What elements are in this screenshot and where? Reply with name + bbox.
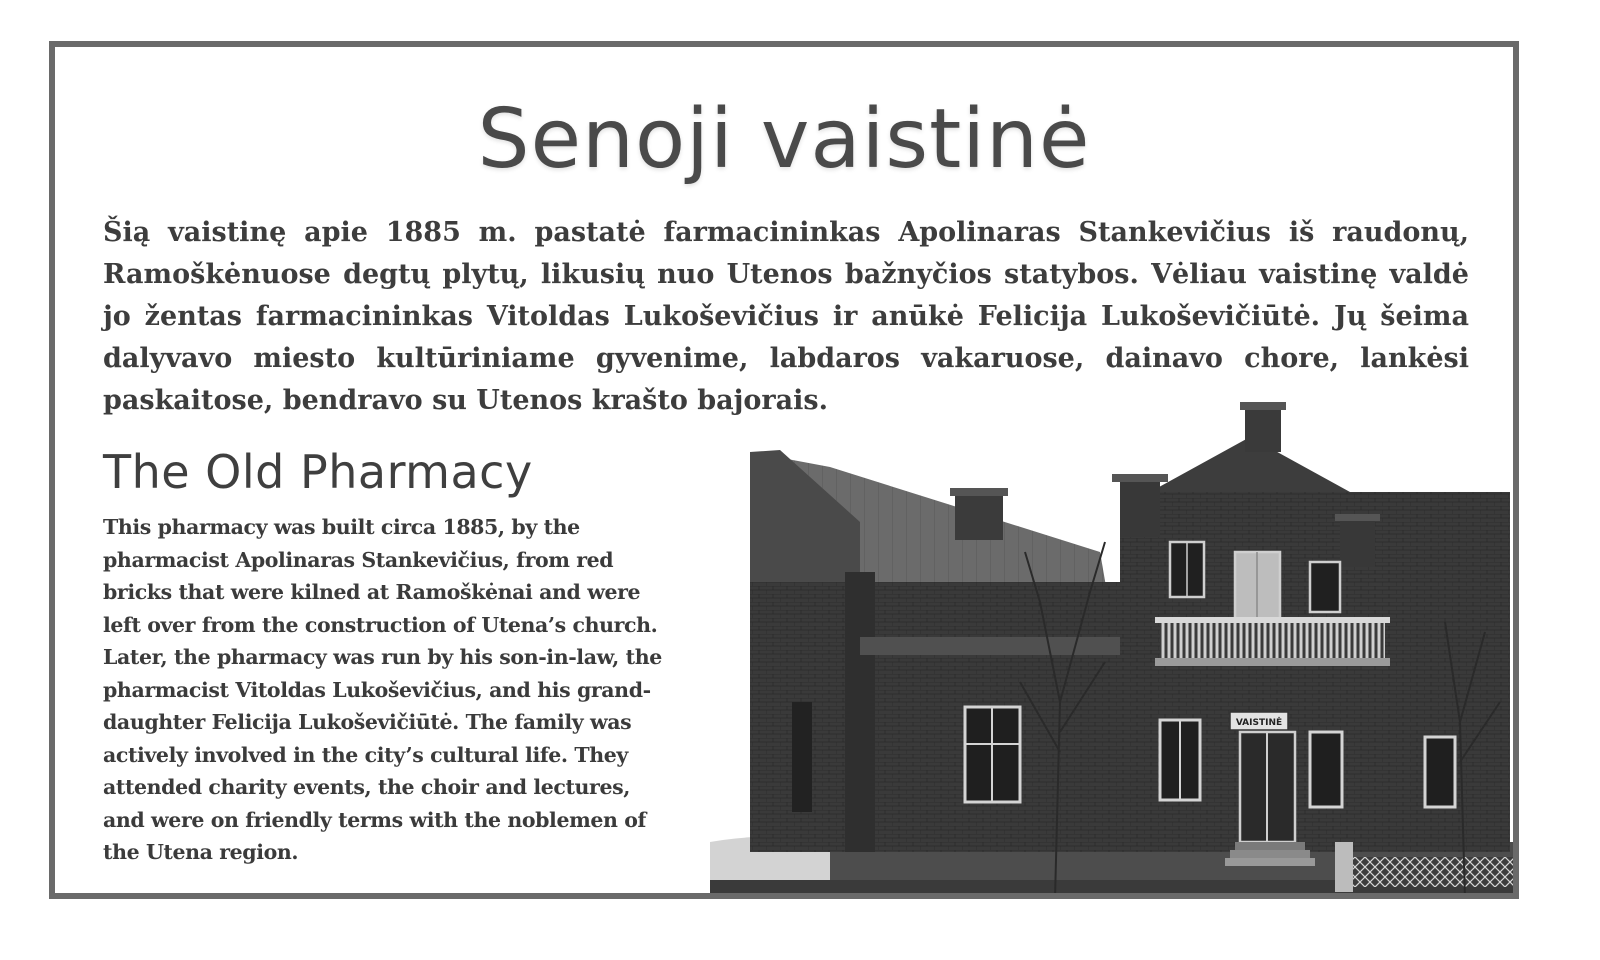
sign-title: Senoji vaistinė — [477, 92, 1091, 187]
english-line: daughter Felicija Lukoševičiūtė. The family was — [103, 710, 632, 734]
english-line: pharmacist Vitoldas Lukoševičius, and his grand- — [103, 677, 651, 702]
sign-panel — [49, 41, 1519, 899]
sign-text: VAISTINĖ — [1235, 718, 1283, 728]
english-subtitle: The Old Pharmacy — [103, 445, 533, 499]
balcony-railing — [1160, 620, 1385, 660]
english-line: This pharmacy was built circa 1885, by the — [103, 515, 580, 539]
lithuanian-description: Šią vaistinę apie 1885 m. pastatė farmacininkas Apolinaras Stankevičius iš raudonų, Ramoškėnuose degtų plytų, likusių nuo Utenos bažnyčios statybos. Vėliau vaistinę valdė jo žentas farmacininkas Vitoldas Lukoševičius ir anūkė Felicija Lukoševičiūtė. Jų šeima dalyvavo miesto kultūriniame gyvenime, labdaros vakaruose, dainavo chore, lankėsi paskaitose, bendravo su Utenos krašto bajorais. — [103, 217, 1469, 416]
pharmacy-building-photo — [710, 402, 1519, 899]
english-line: Later, the pharmacy was run by his son-in-law, the — [103, 645, 662, 669]
english-line: attended charity events, the choir and lectures, — [103, 775, 630, 799]
english-description — [103, 511, 703, 869]
chimney — [955, 492, 1003, 540]
english-line: left over from the construction of Utena’s church. — [103, 612, 658, 637]
lattice-fence — [1350, 857, 1515, 887]
english-line: and were on friendly terms with the noblemen of — [103, 807, 646, 832]
english-line: actively involved in the city’s cultural life. They — [103, 742, 628, 767]
english-line: the Utena region. — [103, 840, 299, 864]
english-line: pharmacist Apolinaras Stankevičius, from red — [103, 547, 614, 572]
english-line: bricks that were kilned at Ramoškėnai and were — [103, 580, 641, 604]
